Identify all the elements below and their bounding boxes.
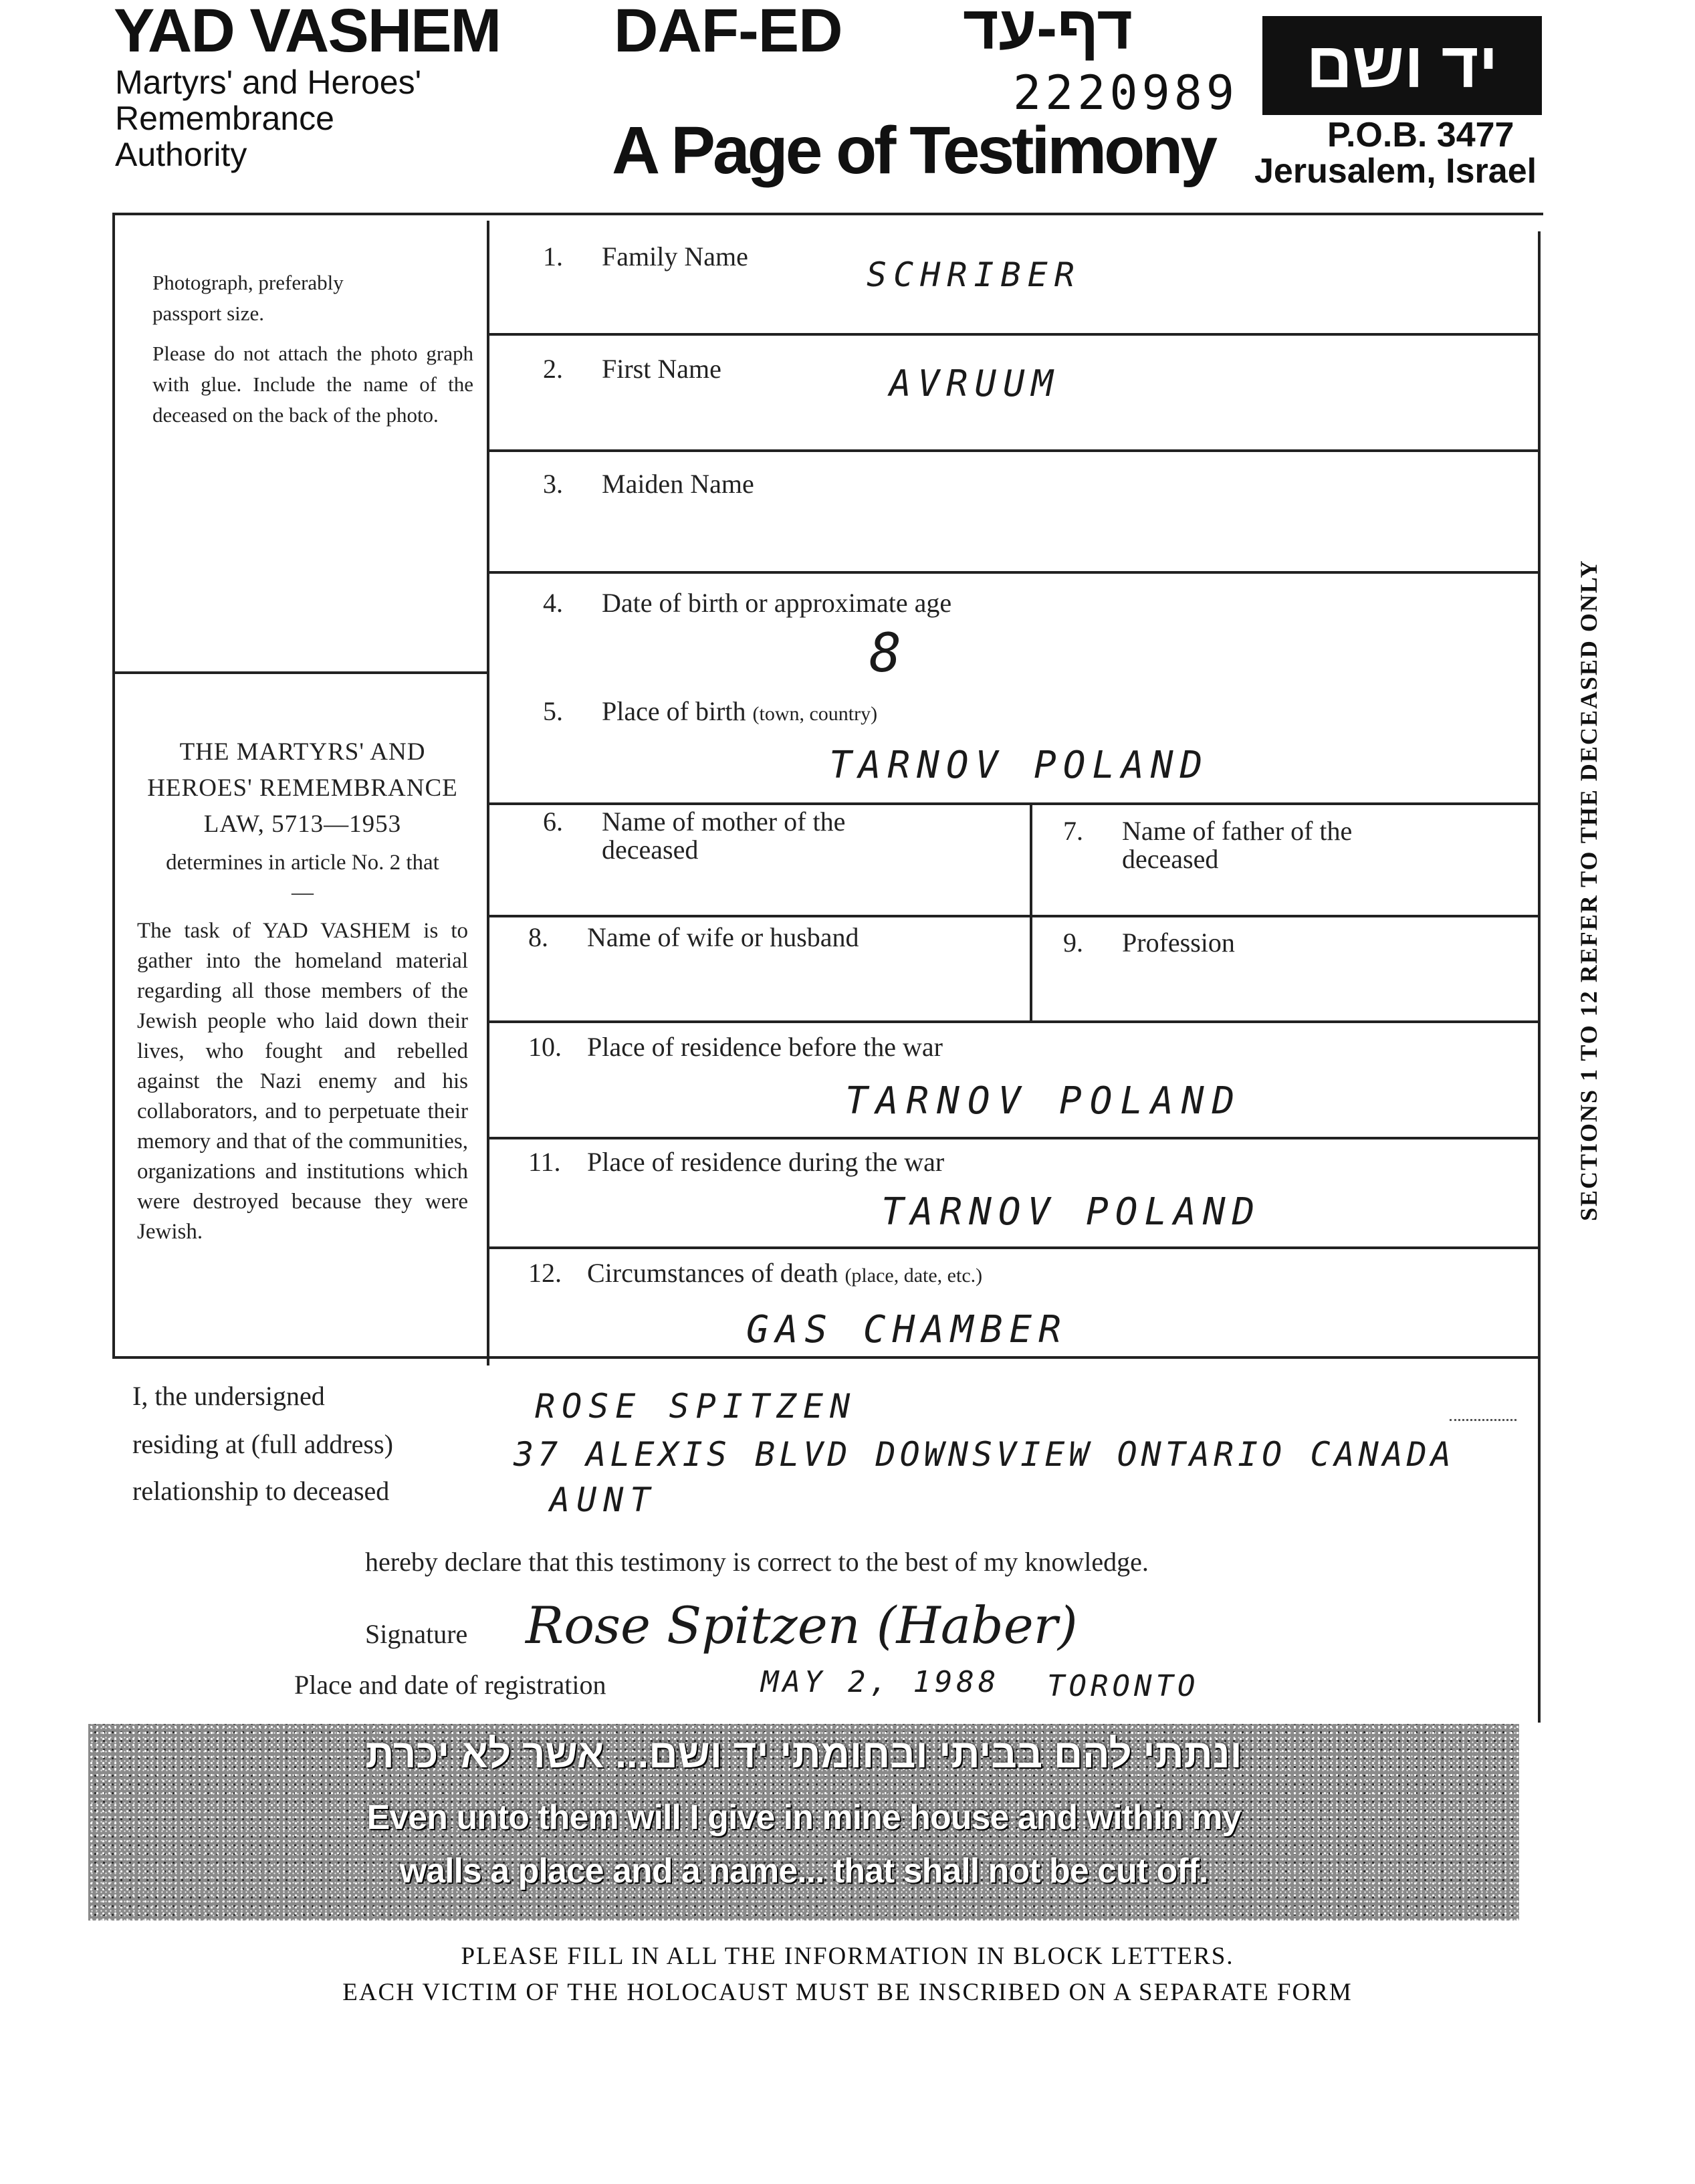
quote-banner [88, 1724, 1519, 1921]
law-title-line: LAW, 5713—1953 [203, 810, 402, 838]
org-subtitle-line: Remembrance [115, 100, 334, 137]
form-center-divider [487, 221, 489, 1366]
banner-hebrew: ונתתי להם בביתי ובחומתי יד ושם... אשר לא יכרת [365, 1731, 1242, 1776]
undersigned-label: I, the undersigned [132, 1381, 325, 1411]
field-label-place-of-birth: 5. Place of birth (town, country) [543, 696, 878, 726]
field-label-maiden-name: 3. Maiden Name [543, 469, 754, 499]
row-divider [489, 915, 1541, 917]
row-divider [489, 1137, 1541, 1139]
row-divider [489, 1020, 1541, 1023]
form-code-hebrew: דף-עד [963, 0, 1133, 62]
field-label-residence-during-war: 11. Place of residence during the war [528, 1147, 945, 1177]
photo-instructions: Please do not attach the photo graph with glue. Include the name of the deceased on the back of the photo. [152, 342, 473, 427]
row-divider [489, 1246, 1541, 1249]
law-intro: determines in article No. 2 that — [166, 851, 439, 905]
form-top-border [115, 213, 1543, 215]
banner-line-2: walls a place and a name... that shall not be cut off. [399, 1852, 1208, 1890]
photo-line-2: passport size. [152, 302, 265, 325]
sections-side-note: SECTIONS 1 TO 12 REFER TO THE DECEASED ONLY [1575, 559, 1602, 1221]
field-value-residence-before-war[interactable]: TARNOV POLAND [845, 1079, 1243, 1123]
photo-line-1: Photograph, preferably [152, 271, 344, 294]
registration-date[interactable]: MAY 2, 1988 [761, 1665, 1000, 1699]
row-divider [489, 802, 1541, 805]
org-subtitle [115, 64, 421, 173]
city: Jerusalem, Israel [1254, 152, 1537, 191]
form-bottom-border [112, 1356, 1541, 1359]
relationship-label: relationship to deceased [132, 1476, 390, 1506]
row-divider [489, 571, 1541, 574]
undersigned-value[interactable]: ROSE SPITZEN [535, 1387, 857, 1426]
row-divider [489, 449, 1541, 452]
banner-line-1: Even unto them will I give in mine house and within my [366, 1798, 1241, 1837]
undersigned-dots [1450, 1419, 1516, 1421]
field-label-circumstances-of-death: 12. Circumstances of death (place, date, etc.) [528, 1258, 983, 1288]
field-label-mother-name: 6. Name of mother of the deceased [543, 806, 846, 865]
pob: P.O.B. 3477 [1327, 116, 1514, 154]
field-label-residence-before-war: 10. Place of residence before the war [528, 1032, 943, 1062]
photo-box [152, 267, 473, 431]
field-label-spouse-name: 8. Name of wife or husband [528, 922, 859, 952]
org-name: YAD VASHEM [114, 0, 501, 65]
registration-label: Place and date of registration [294, 1670, 606, 1700]
field-value-residence-during-war[interactable]: TARNOV POLAND [881, 1190, 1262, 1234]
field-value-date-of-birth[interactable]: 8 [869, 622, 902, 684]
address-label: residing at (full address) [132, 1429, 393, 1459]
footer-line-2: EACH VICTIM OF THE HOLOCAUST MUST BE INSCRIBED ON A SEPARATE FORM [342, 1979, 1353, 2006]
field-label-date-of-birth: 4. Date of birth or approximate age [543, 588, 952, 618]
law-box [137, 734, 468, 1247]
field-label-family-name: 1. Family Name [543, 241, 748, 271]
address-value[interactable]: 37 ALEXIS BLVD DOWNSVIEW ONTARIO CANADA [514, 1435, 1455, 1474]
field-value-place-of-birth[interactable]: TARNOV POLAND [829, 744, 1210, 787]
form-left-border [112, 213, 115, 1356]
form-code: DAF-ED [614, 0, 842, 65]
signature-label: Signature [365, 1619, 468, 1649]
form-right-border [1538, 231, 1541, 1723]
org-subtitle-line: Authority [115, 136, 247, 173]
signature-value[interactable]: Rose Spitzen (Haber) [526, 1596, 1078, 1655]
field-label-father-name: 7. Name of father of the deceased [1063, 816, 1353, 874]
field-label-profession: 9. Profession [1063, 927, 1235, 958]
logo-text: יד ושם [1306, 29, 1498, 101]
declaration-statement: hereby declare that this testimony is correct to the best of my knowledge. [365, 1547, 1149, 1577]
field-value-circumstances-of-death[interactable]: GAS CHAMBER [746, 1308, 1068, 1351]
footer-line-1: PLEASE FILL IN ALL THE INFORMATION IN BLOCK LETTERS. [461, 1943, 1234, 1970]
org-subtitle-line: Martyrs' and Heroes' [115, 64, 422, 101]
field-label-first-name: 2. First Name [543, 354, 721, 384]
form-number: 2220989 [1013, 66, 1239, 120]
field-value-family-name[interactable]: SCHRIBER [867, 255, 1081, 294]
law-title-line: THE MARTYRS' AND [179, 738, 426, 766]
law-body: The task of YAD VASHEM is to gather into the homeland material regarding all those members of the Jewish people who laid down their lives, who fought and rebelled against the Nazi enemy and his collaborators, and to perpetuate their memory and that of the communities, organizations and institutions which were destroyed because they were Jewish. [137, 919, 468, 1244]
yad-vashem-logo [1262, 16, 1542, 115]
row-divider [489, 333, 1541, 336]
law-title-line: HEROES' REMEMBRANCE [147, 774, 458, 802]
field-value-first-name[interactable]: AVRUUM [889, 362, 1060, 405]
left-column-divider [112, 671, 487, 674]
page-title: A Page of Testimony [612, 113, 1215, 188]
relationship-value[interactable]: AUNT [550, 1481, 657, 1519]
registration-place[interactable]: TORONTO [1047, 1669, 1200, 1703]
cell-divider [1030, 802, 1032, 1020]
